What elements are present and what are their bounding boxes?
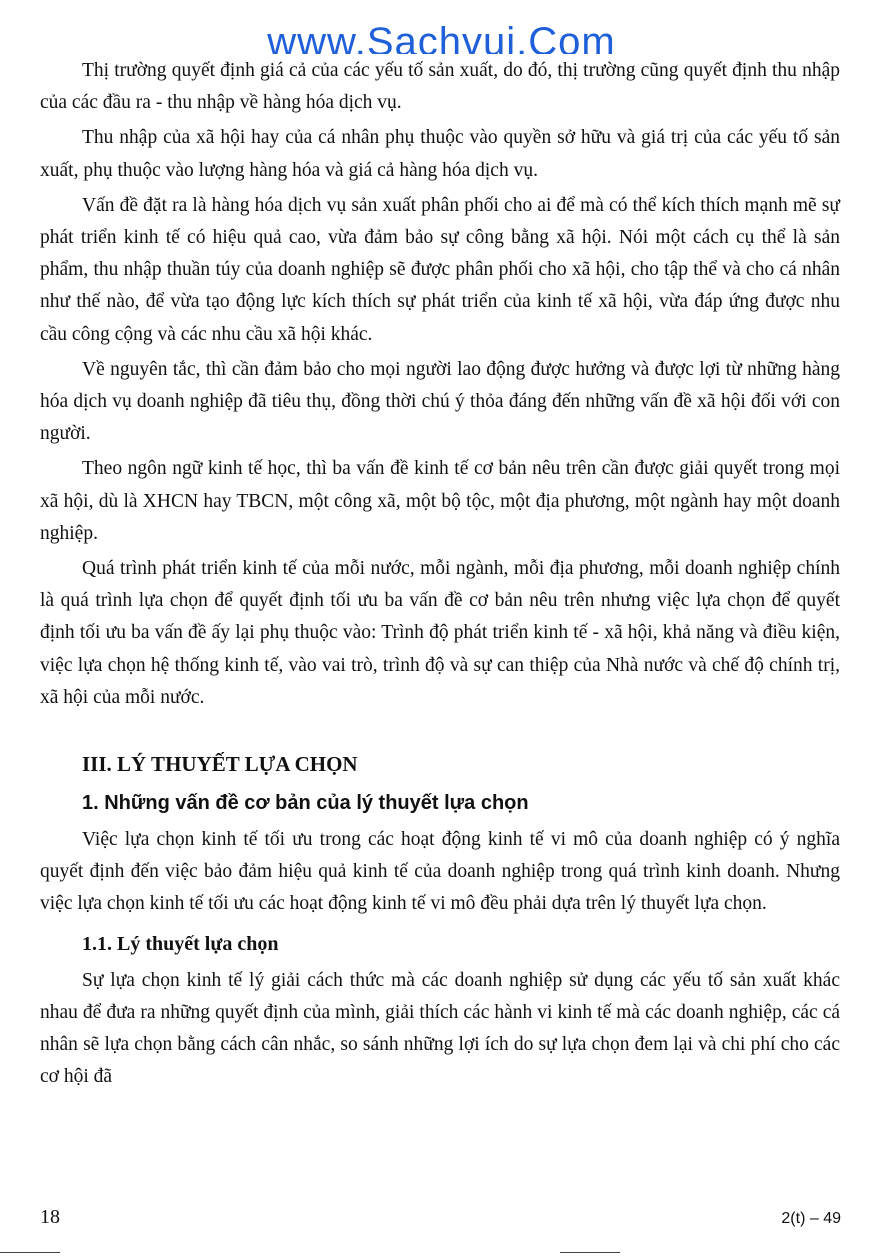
paragraph-mid: Việc lựa chọn kinh tế tối ưu trong các hoạt động kinh tế vi mô của doanh nghiệp có ý nghĩa quyết định đến việc bảo đảm hiệu quả kinh tế của doanh nghiệp trong quá trình kinh doanh. Nhưng việc lựa chọn kinh tế tối ưu các hoạt động kinh tế vi mô đều phải dựa trên lý thuyết lựa chọn.	[40, 829, 840, 915]
signature-mark: 2(t) – 49	[781, 1210, 841, 1227]
paragraph-6: Quá trình phát triển kinh tế của mỗi nước, mỗi ngành, mỗi địa phương, mỗi doanh nghiệp chính là quá trình lựa chọn để quyết định tối ưu ba vấn đề cơ bản nêu trên nhưng việc lựa chọn để quyết định tối ưu ba vấn đề ấy lại phụ thuộc vào: Trình độ phát triển kinh tế - xã hội, khả năng và điều kiện, việc lựa chọn hệ thống kinh tế, vào vai trò, trình độ và sự can thiệp của Nhà nước và chế độ chính trị, xã hội của mỗi nước.	[40, 558, 840, 708]
subheading-2: 1.1. Lý thuyết lựa chọn	[82, 932, 279, 955]
page-body	[40, 55, 840, 1093]
paragraph-5: Theo ngôn ngữ kinh tế học, thì ba vấn đề kinh tế cơ bản nêu trên cần được giải quyết trong mọi xã hội, dù là XHCN hay TBCN, một công xã, một bộ tộc, một địa phương, một ngành hay một doanh nghiệp.	[40, 458, 840, 544]
paragraph-1: Thị trường quyết định giá cả của các yếu tố sản xuất, do đó, thị trường cũng quyết định thu nhập của các đầu ra - thu nhập về hàng hóa dịch vụ.	[40, 60, 840, 114]
watermark: www.Sachvui.Com	[267, 22, 616, 54]
paragraph-bottom: Sự lựa chọn kinh tế lý giải cách thức mà các doanh nghiệp sử dụng các yếu tố sản xuất khác nhau để đưa ra những quyết định của mình, giải thích các hành vi kinh tế mà các doanh nghiệp, các cá nhân sẽ lựa chọn bằng cách cân nhắc, so sánh những lợi ích do sự lựa chọn đem lại và chi phí cho các cơ hội đã	[40, 969, 840, 1088]
paragraph-4: Về nguyên tắc, thì cần đảm bảo cho mọi người lao động được hưởng và được lợi từ những hàng hóa dịch vụ doanh nghiệp đã tiêu thụ, đồng thời chú ý thỏa đáng đến những vấn đề xã hội đối với con người.	[40, 358, 840, 445]
paragraph-3: Vấn đề đặt ra là hàng hóa dịch vụ sản xuất phân phối cho ai để mà có thể kích thích mạnh mẽ sự phát triển kinh tế có hiệu quả cao, vừa đảm bảo sự công bằng xã hội. Nói một cách cụ thể là sản phẩm, thu nhập thuần túy của doanh nghiệp sẽ được phân phối cho xã hội, cho tập thể và cho cá nhân như thế nào, để vừa tạo động lực kích thích sự phát triển của kinh tế xã hội, vừa đáp ứng được nhu cầu công cộng và các nhu cầu xã hội khác.	[40, 194, 840, 345]
bottom-rule-left	[0, 1252, 60, 1253]
subheading-1: 1. Những vấn đề cơ bản của lý thuyết lựa chọn	[82, 792, 529, 815]
page-number: 18	[40, 1206, 60, 1228]
paragraph-2: Thu nhập của xã hội hay của cá nhân phụ thuộc vào quyền sở hữu và giá trị của các yếu tố sản xuất, phụ thuộc vào lượng hàng hóa và giá cả hàng hóa dịch vụ.	[40, 127, 840, 181]
section-heading: III. LÝ THUYẾT LỰA CHỌN	[82, 752, 358, 777]
bottom-rule-right	[560, 1252, 620, 1253]
